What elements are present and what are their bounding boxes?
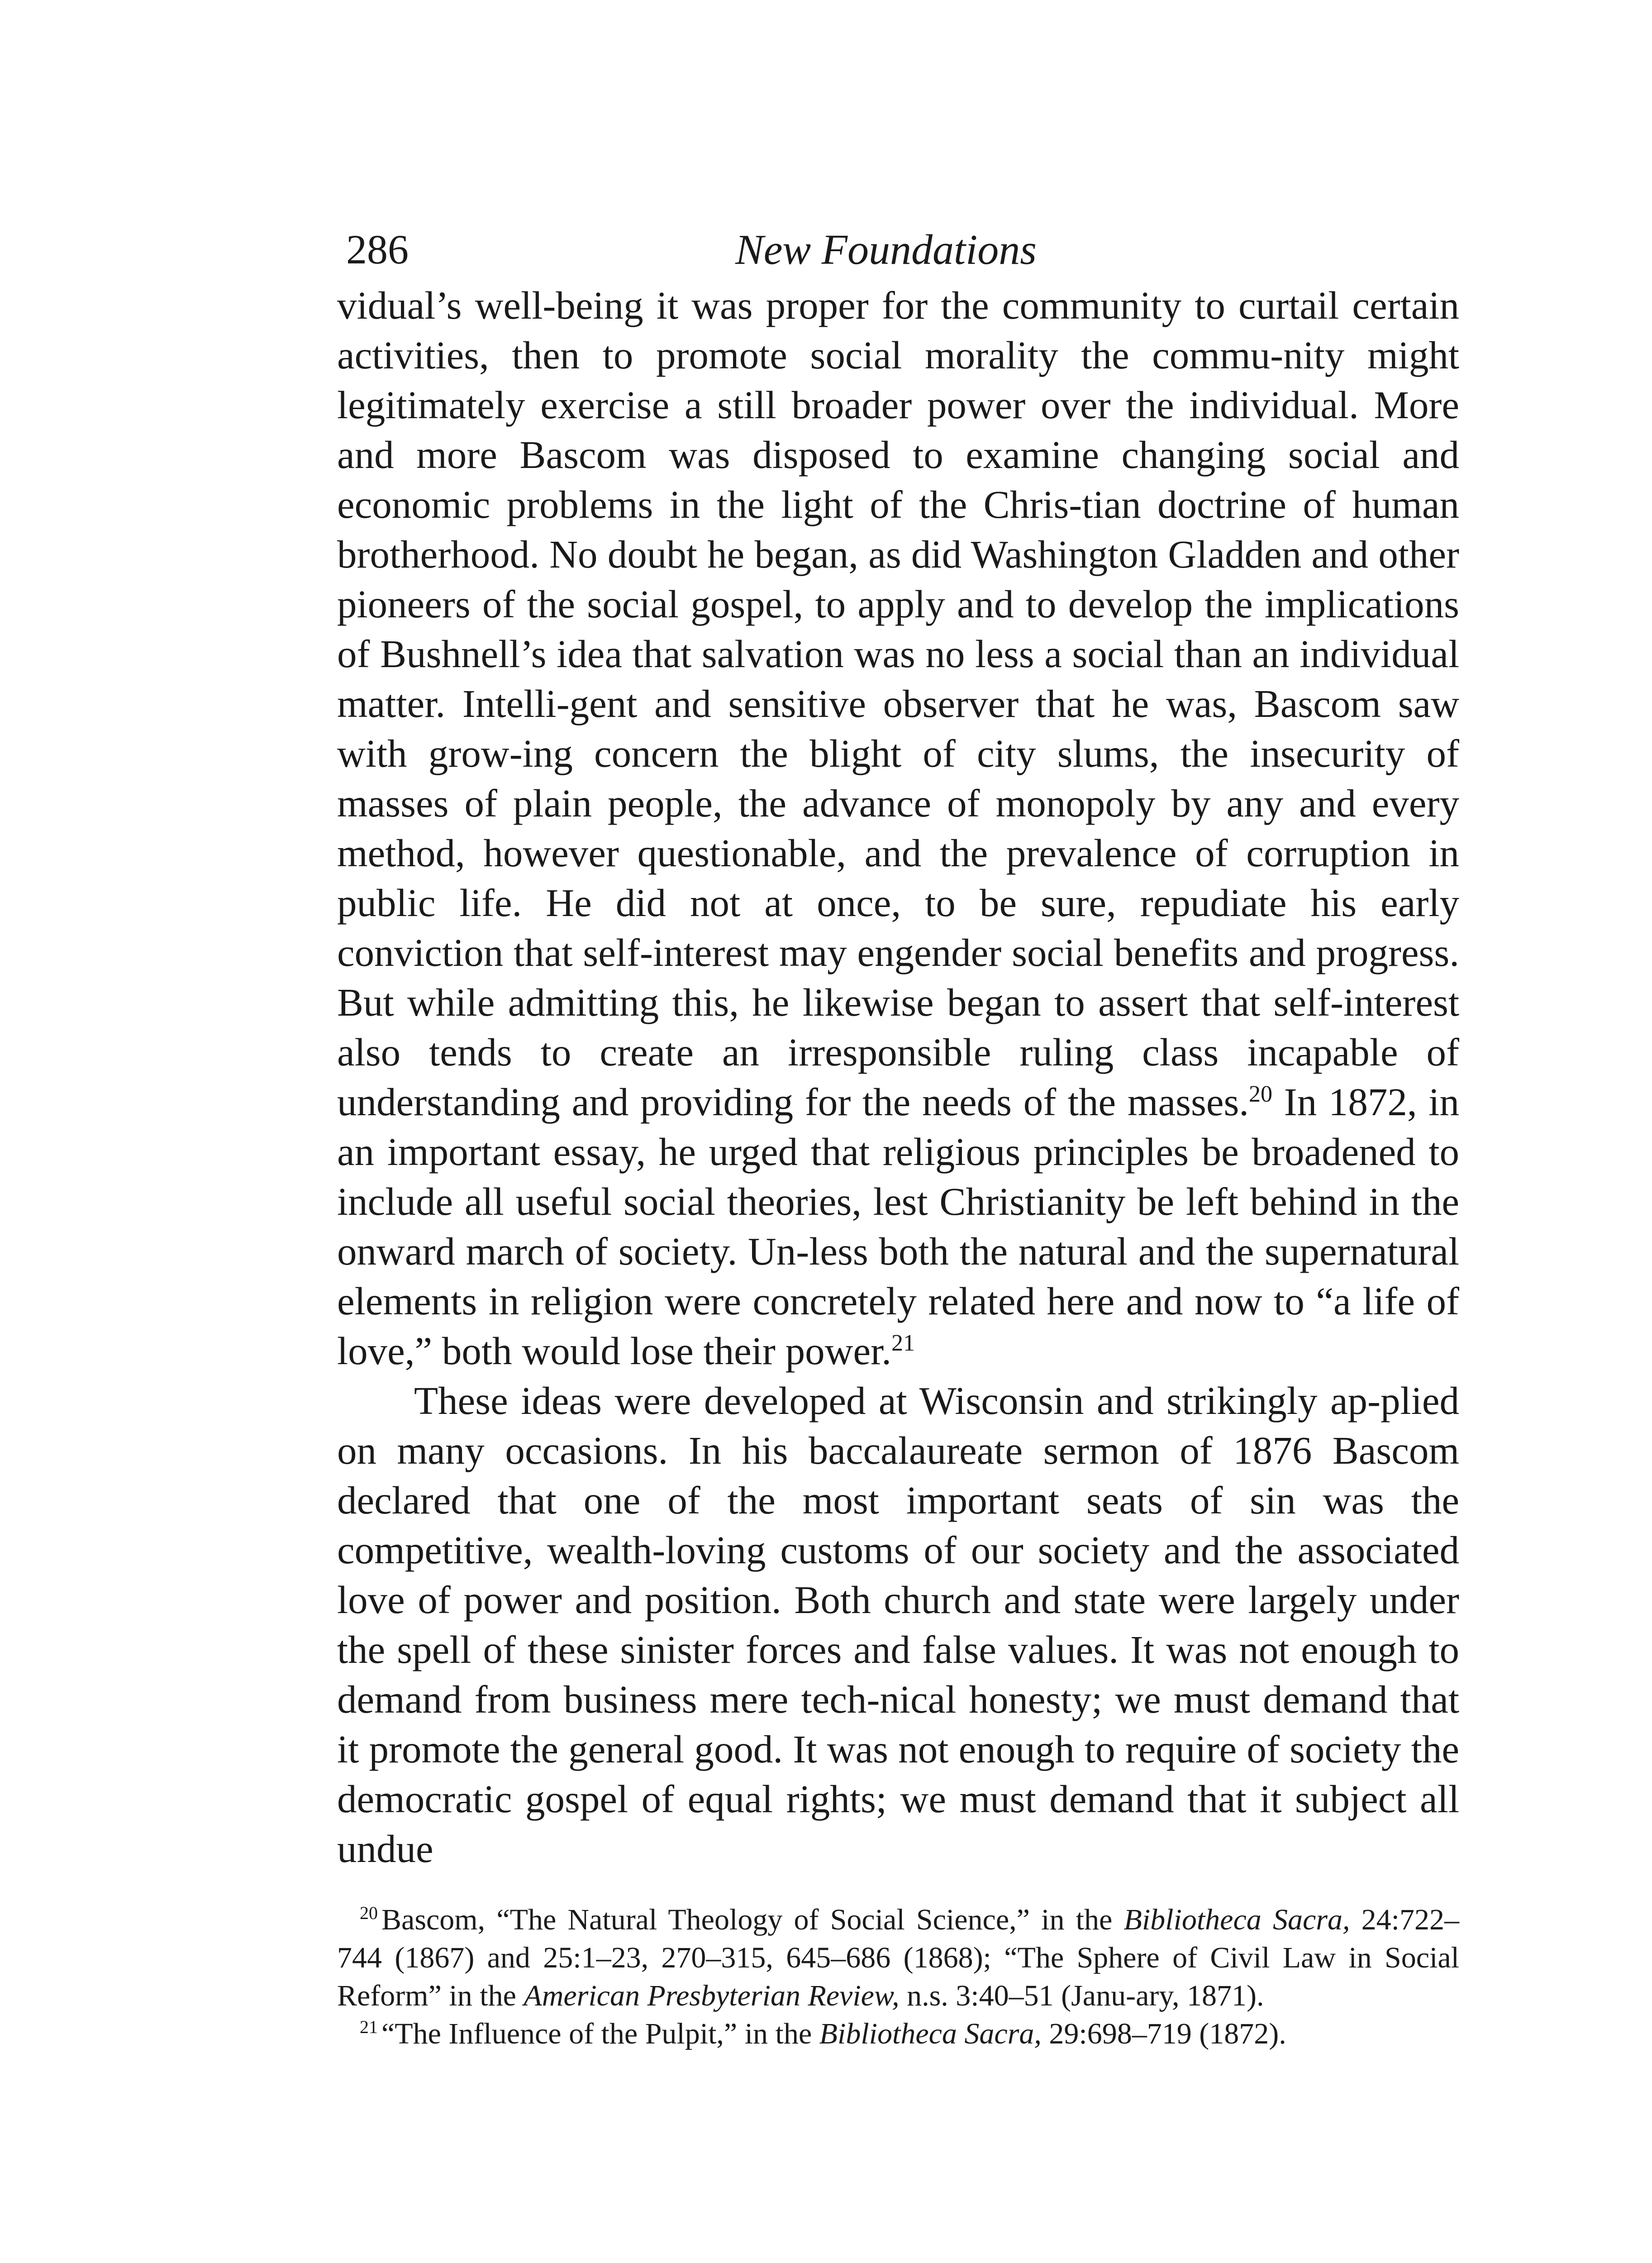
footnote-ref-20: 20 <box>1249 1081 1273 1107</box>
body-paragraph-2 <box>337 1376 1459 1874</box>
running-head <box>337 213 1459 281</box>
footnote-ref-21: 21 <box>891 1330 915 1356</box>
paragraph-1-text-b: In 1872, in an important essay, he urged that religious principles be broadened to include all useful social theories, lest Christianity be left behind in the onward march of society. Un-less both the natural and the supernatural elements in religion were concretely related here and now to “a life of love,” both would lose their power. <box>337 1080 1459 1373</box>
footnote-20-part1: Bascom, “The Natural Theology of Social Science,” in the <box>381 1903 1124 1936</box>
footnote-21 <box>337 2015 1459 2053</box>
footnote-21-part1: “The Influence of the Pulpit,” in the <box>381 2017 819 2050</box>
book-page <box>337 213 1459 2053</box>
footnotes <box>337 1901 1459 2053</box>
footnote-21-part2: 29:698–719 (1872). <box>1041 2017 1286 2050</box>
footnote-21-mark: 21 <box>360 2017 378 2037</box>
paragraph-2-text: These ideas were developed at Wisconsin and strikingly ap-plied on many occasions. In his baccalaureate sermon of 1876 Bascom declared that one of the most important seats of sin was the competitive, wealth-loving customs of our society and the associated love of power and position. Both church and state were largely under the spell of these sinister forces and false values. It was not enough to demand from business mere tech-nical honesty; we must demand that it promote the general good. It was not enough to require of society the democratic gospel of equal rights; we must demand that it subject all undue <box>337 1379 1459 1871</box>
body-paragraph-1 <box>337 281 1459 1376</box>
footnote-20-journal-2: American Presbyterian Review, <box>524 1979 900 2012</box>
footnote-20-journal-1: Bibliotheca Sacra, <box>1124 1903 1350 1936</box>
running-title: New Foundations <box>735 226 1037 273</box>
footnote-21-journal: Bibliotheca Sacra, <box>819 2017 1042 2050</box>
paragraph-1-text-a: vidual’s well-being it was proper for the community to curtail certain activities, then to promote social morality the commu-nity might legitimately exercise a still broader power over the individual. More and more Bascom was disposed to examine changing social and economic problems in the light of the Chris-tian doctrine of human brotherhood. No doubt he began, as did Washington Gladden and other pioneers of the social gospel, to apply and to develop the implications of Bushnell’s idea that salvation was no less a social than an individual matter. Intelli-gent and sensitive observer that he was, Bascom saw with grow-ing concern the blight of city slums, the insecurity of masses of plain people, the advance of monopoly by any and every method, however questionable, and the prevalence of corruption in public life. He did not at once, to be sure, repudiate his early conviction that self-interest may engender social benefits and progress. But while admitting this, he likewise began to assert that self-interest also tends to create an irresponsible ruling class incapable of understanding and providing for the needs of the masses. <box>337 283 1459 1124</box>
footnote-20-mark: 20 <box>360 1903 378 1923</box>
page-number: 286 <box>346 226 409 272</box>
footnote-20-part3: n.s. 3:40–51 (Janu-ary, 1871). <box>899 1979 1264 2012</box>
footnote-20-part2: 24:722–744 (1867) and 25:1–23, 270–315, 645–686 (1868); “The Sphere of Civil Law in Social Reform” in the <box>337 1903 1459 2012</box>
footnote-20 <box>337 1901 1459 2015</box>
